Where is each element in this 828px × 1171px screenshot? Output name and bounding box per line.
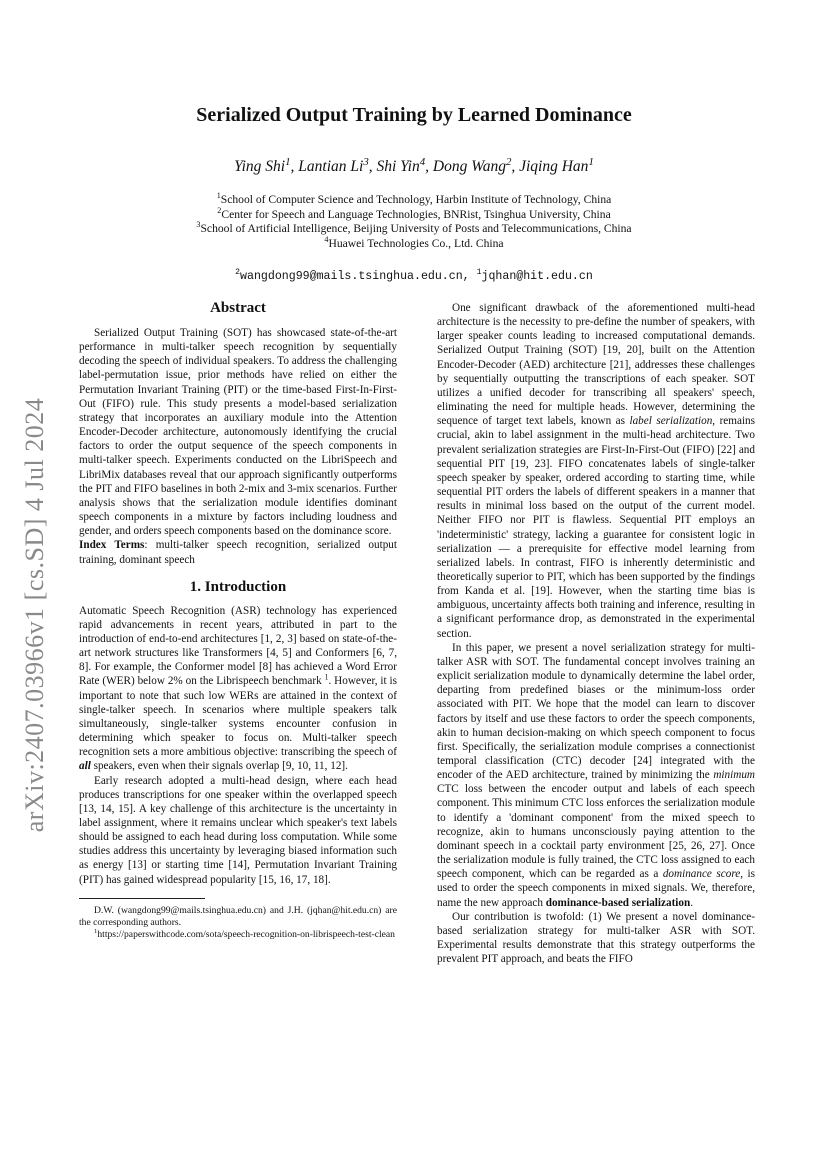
email-mark: 2 (235, 268, 241, 278)
footnote-url[interactable]: https://paperswithcode.com/sota/speech-recognition-on-librispeech-test-clean (97, 928, 395, 940)
body-text: , remains crucial, akin to label assignment in the multi-head architecture. Two prevalent serialization strategies are First-In-First-Out (FIFO) [22] and sequential PIT [19, 23]. FIFO concatenates labels of single-talker speech speaker by speaker, ordered according to starting time, while sequential PIT orders the labels of different speakers in a manner that results in minimal loss based on the output of the current model. Neither FIFO nor PIT is flawless. Sequential PIT employs an 'indeterministic' strategy, lacking a guarantee for consistent logic in serialization — a prerequisite for effective model learning from serialized labels. In contrast, FIFO is inherently deterministic and theoretically superior to PIT, which has been supported by the findings from Kanda et al. [19]. However, when the starting time bias is ambiguous, uncertainty affects both training and inference, resulting in a significant performance drop, as demonstrated in the experimental section. (437, 415, 756, 640)
paper-title: Serialized Output Training by Learned Dominance (196, 104, 632, 126)
intro-paragraph (79, 604, 397, 774)
footnote-mark: 1 (94, 927, 98, 935)
affiliation-mark: 3 (196, 220, 201, 230)
author-name: Lantian Li (298, 158, 364, 175)
body-text: CTC loss between the encoder output and labels of each speech component. This minimum CTC loss enforces the serialization module to identify a 'dominant component' from the mixed speech to recognize, akin to humans unconsciously paying attention to the dominant speech in a cocktail party environment [25, 26, 27]. Once the serialization module is fully trained, the CTC loss assigned to each speech component, which can be regarded as a (437, 783, 755, 881)
abstract-heading: Abstract (210, 300, 266, 316)
bold-term: dominance-based serialization (545, 896, 691, 909)
index-terms (79, 538, 397, 566)
email-line (0, 270, 828, 283)
body-text: One significant drawback of the aforementioned multi-head architecture is the necessity to pre-define the number of speakers, with larger speaker counts leading to increased computational demands. Serialized Output Training (SOT) [19, 20], built on the Attention Encoder-Decoder (AED) architecture [21], addresses these challenges by sequentially outputting the transcriptions of each speaker. SOT utilizes a unified decoder for transcribing all speakers' speech, eliminating the need for multiple heads. However, determining the sequence of target text labels, known as (437, 302, 755, 428)
affiliation-line (0, 193, 828, 208)
affiliation-line (0, 205, 828, 223)
affiliation-mark: 2 (217, 205, 222, 215)
author-affil-mark: 3 (363, 155, 369, 168)
abstract-body: Serialized Output Training (SOT) has showcased state-of-the-art performance in multi-talker speech recognition by sequentially decoding the speech of individual speakers. To address the challenging label-permutation issue, prior methods have relied on either the Permutation Invariant Training (PIT) or the time-based First-In-First-Out (FIFO) rule. This study presents a model-based serialization strategy that incorporates an auxiliary module into the Attention Encoder-Decoder architecture, autonomously identifying the crucial factors to order the output sequence of the speech components in multi-talker speech. Experiments conducted on the LibriSpeech and LibriMix databases reveal that our approach significantly outperforms the PIT and FIFO baselines in both 2-mix and 3-mix scenarios. Further analysis shows that the serialization module identifies dominant speech components in a mixture by factors including loudness and gender, and orders speech components based on the dominance score. (79, 327, 397, 538)
author-list: Ying Shi$^1$, Lantian Li$^3$, Shi Yin$^4$, Dong Wang$^2$, Jiqing Han$^1$ (234, 155, 594, 175)
author-name: Dong Wang (432, 158, 506, 175)
affiliation-text: Huawei Technologies Co., Ltd. China (328, 236, 504, 250)
arxiv-identifier-text: arXiv:2407.03966v1 [cs.SD] 4 Jul 2024 (20, 397, 49, 833)
footnote-corresponding-authors: D.W. (wangdong99@mails.tsinghua.edu.cn) and J.H. (jqhan@hit.edu.cn) are the corresponding authors. (79, 904, 397, 928)
footnote-mark[interactable]: 1 (324, 672, 329, 682)
body-text: . (690, 896, 694, 909)
emphasis-term: minimum (713, 769, 755, 782)
author-name: Shi Yin (376, 158, 420, 175)
affiliation-text: School of Computer Science and Technology, Harbin Institute of Technology, China (220, 193, 612, 206)
body-paragraph (437, 301, 755, 641)
email-address[interactable]: wangdong99@mails.tsinghua.edu.cn, (240, 270, 470, 283)
right-column (437, 301, 755, 966)
author-affil-mark: 4 (419, 155, 426, 168)
affiliation-mark: 4 (324, 234, 329, 244)
intro-text: Automatic Speech Recognition (ASR) technology has experienced rapid advancements in recent years, attributed in part to the introduction of end-to-end architectures [1, 2, 3] based on state-of-the-art network structures like Transformers [4, 5] and Conformers [6, 7, 8]. For example, the Conformer model [8] has achieved a Word Error Rate (WER) below 2% on the Librispeech benchmark (79, 604, 397, 688)
email-mark: 1 (476, 268, 482, 278)
affiliation-list (0, 193, 828, 251)
footnote-divider (79, 898, 205, 899)
intro-text: . However, it is important to note that such low WERs are attained in the context of single-talker speech. In scenarios where multiple speakers talk simultaneously, single-talker systems encounter confusion in determining which speaker to focus on. Multi-talker speech recognition sets a more ambitious objective: transcribing the speech of (79, 675, 397, 759)
email-address[interactable]: jqhan@hit.edu.cn (481, 270, 593, 283)
footnote-1 (79, 929, 397, 941)
body-text: In this paper, we present a novel serialization strategy for multi-talker ASR with SOT. The fundamental concept involves training an explicit serialization module to dynamically determine the label order, departing from predefined biases or the minimum-loss order associated with PIT. We hope that the model can learn to discover factors by itself and use these factors to order the speech components, akin to human decision-making on which speech component to focus first. Specifically, the serialization module comprises a connectionist temporal classification (CTC) decoder [24] integrated with the encoder of the AED architecture, trained by minimizing the (437, 641, 755, 782)
body-paragraph: Our contribution is twofold: (1) We present a novel dominance-based serialization strategy for multi-talker ASR with SOT. Experimental results demonstrate that this strategy outperforms the prevalent PIT approach, and beats the FIFO (437, 910, 755, 966)
emphasis-all: all (79, 760, 91, 773)
index-terms-label: Index Terms (79, 539, 145, 552)
author-affil-mark: 1 (588, 155, 594, 168)
body-paragraph (437, 641, 755, 910)
emphasis-term: dominance score (662, 868, 741, 881)
author-affil-mark: 1 (285, 155, 291, 168)
body-text: , is used to order the speech components in mixed signals. We, therefore, name the new approach (437, 868, 755, 909)
left-column (79, 298, 397, 941)
author-name: Ying Shi (234, 158, 286, 175)
emphasis-term: label serialization (629, 415, 713, 428)
section-heading-introduction: 1. Introduction (189, 578, 287, 595)
affiliation-text: Center for Speech and Language Technologies, BNRist, Tsinghua University, China (221, 207, 611, 221)
affiliation-text: School of Artificial Intelligence, Beijing University of Posts and Telecommunications, China (200, 222, 632, 235)
affiliation-mark: 1 (216, 191, 221, 201)
index-terms-text: : multi-talker speech recognition, serialized output training, dominant speech (79, 539, 397, 566)
arxiv-identifier (18, 380, 52, 850)
author-name: Jiqing Han (519, 158, 589, 175)
intro-paragraph: Early research adopted a multi-head design, where each head produces transcriptions for one speaker within the overlapped speech [13, 14, 15]. A key challenge of this architecture is the uncertainty in label assignment, where it remains unclear which speaker's text labels should be assigned to each head during loss computation. While some studies address this uncertainty by leveraging biased information such as energy [13] or starting time [14], Permutation Invariant Training (PIT) has gained widespread popularity [15, 16, 17, 18]. (79, 774, 397, 886)
intro-text: speakers, even when their signals overlap [9, 10, 11, 12]. (90, 760, 348, 773)
author-affil-mark: 2 (505, 155, 512, 168)
affiliation-line (0, 222, 828, 237)
affiliation-line (0, 234, 828, 252)
